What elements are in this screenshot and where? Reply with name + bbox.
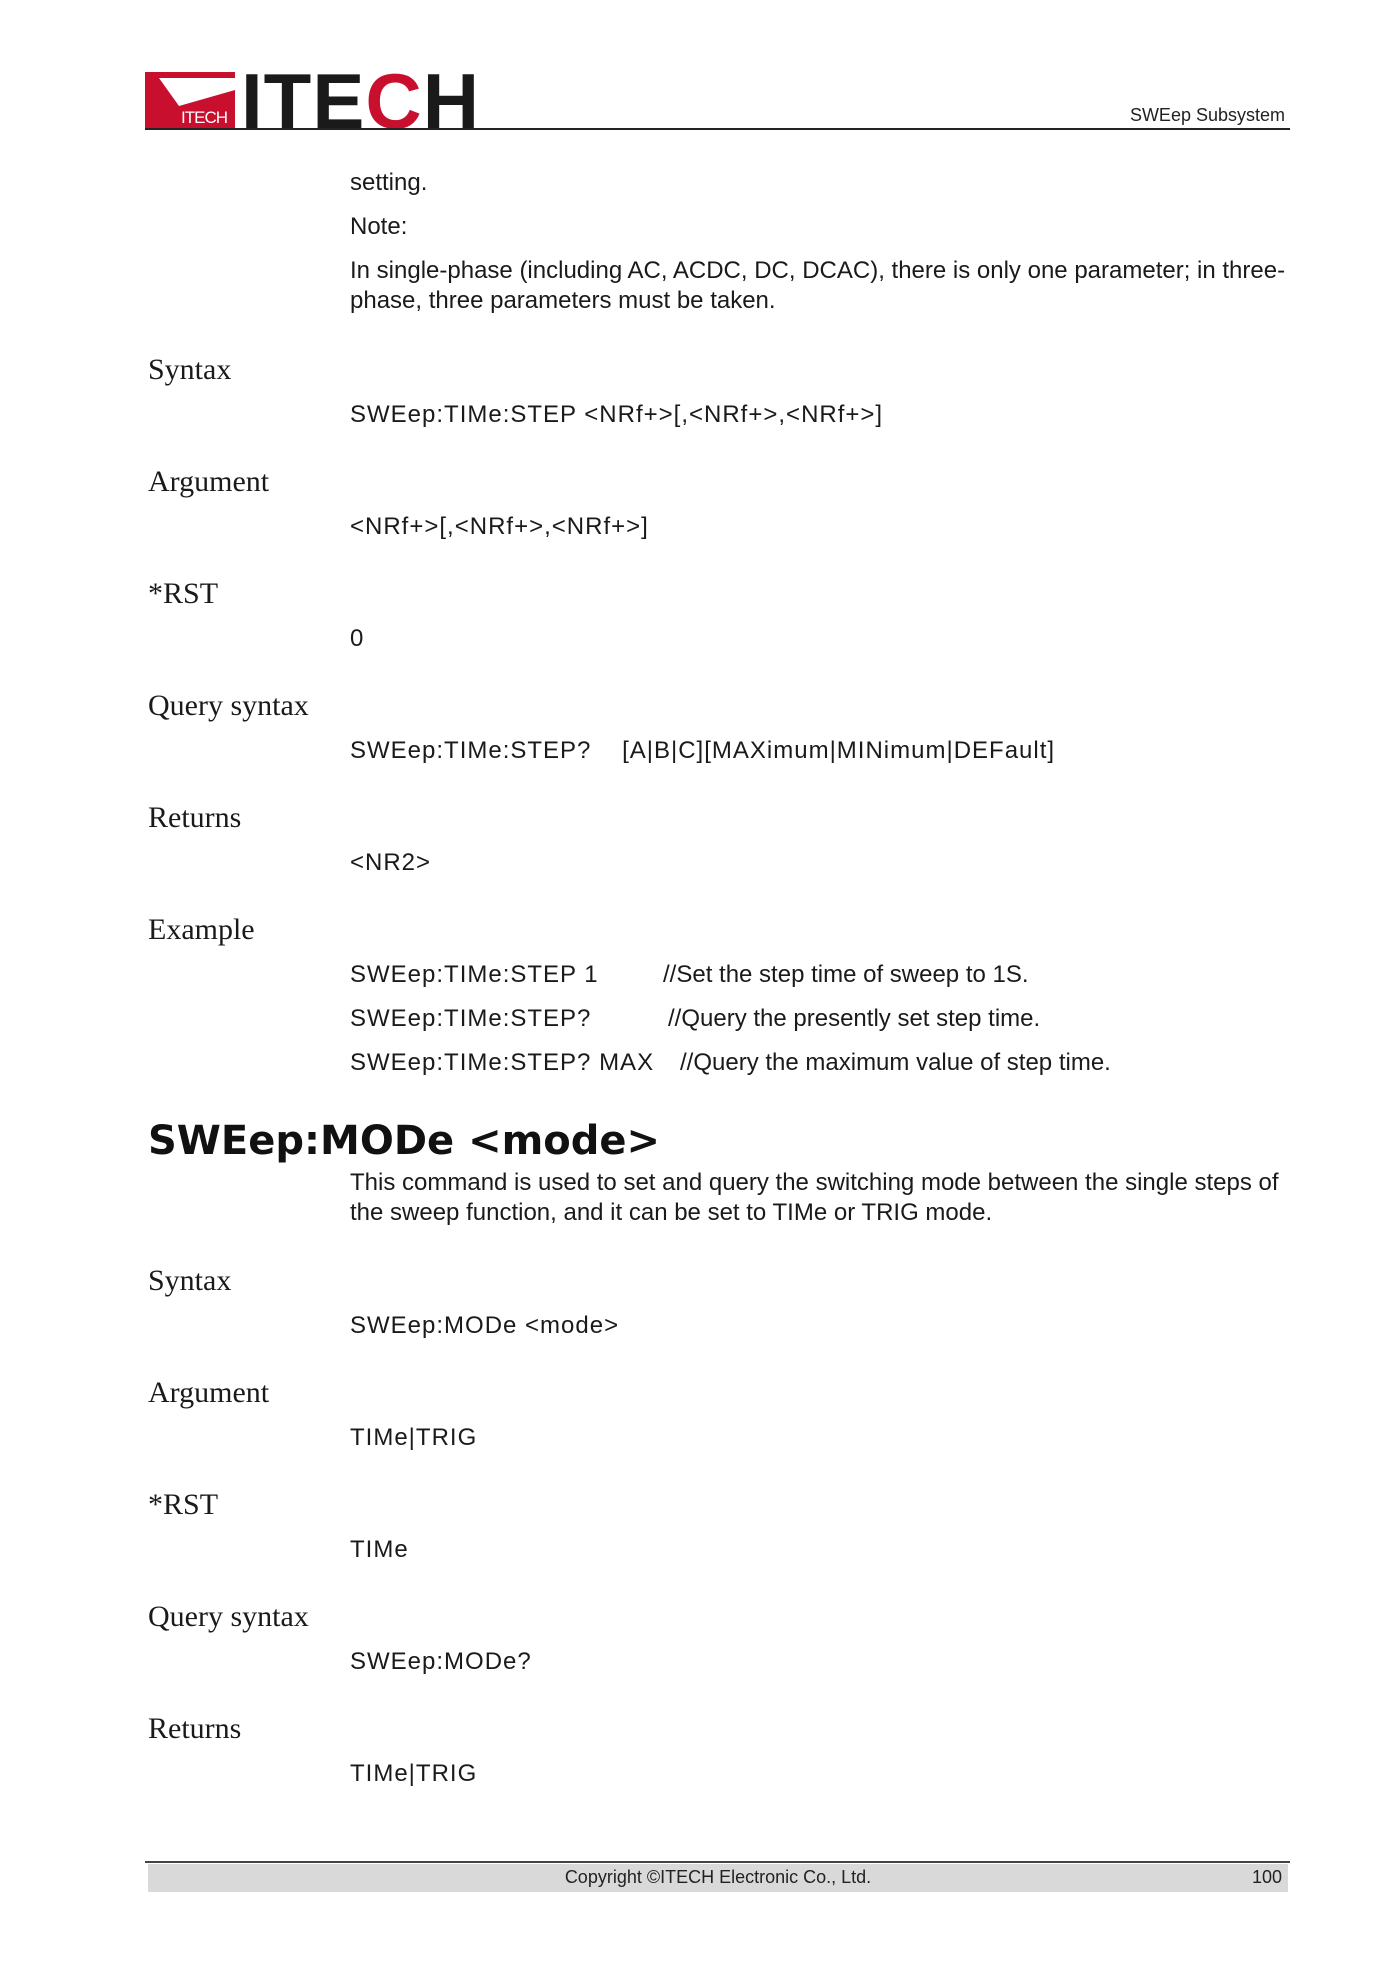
returns-label: Returns — [148, 1712, 242, 1745]
argument-label: Argument — [148, 465, 270, 498]
logo-word-c: C — [365, 57, 423, 145]
example-comment-1: //Set the step time of sweep to 1S. — [663, 961, 1029, 988]
footer-copyright: Copyright ©ITECH Electronic Co., Ltd. — [564, 1867, 872, 1887]
logo-word-suffix: H — [422, 57, 481, 145]
query-syntax-label: Query syntax — [148, 1600, 309, 1633]
page-footer — [148, 1864, 1288, 1892]
header-divider — [145, 128, 1290, 130]
command-heading: SWEep:MODe <mode> — [148, 1118, 661, 1164]
example-command-2: SWEep:TIMe:STEP? — [350, 1005, 592, 1032]
rst-label: *RST — [148, 577, 219, 610]
step-syntax: SWEep:TIMe:STEP <NRf+>[,<NRf+>,<NRf+>] — [350, 401, 884, 428]
logo-word-prefix: ITE — [241, 57, 366, 145]
logo-wordmark — [241, 57, 481, 145]
step-argument: <NRf+>[,<NRf+>,<NRf+>] — [350, 513, 649, 540]
syntax-label: Syntax — [148, 1264, 232, 1297]
mode-argument: TIMe|TRIG — [350, 1424, 478, 1451]
argument-label: Argument — [148, 1376, 270, 1409]
mode-returns: TIMe|TRIG — [350, 1760, 478, 1787]
intro-note-label: Note: — [350, 213, 408, 240]
query-syntax-label: Query syntax — [148, 689, 309, 722]
intro-note-text: In single-phase (including AC, ACDC, DC, DCAC), there is only one parameter; in three-phase, three parameters must be taken. — [350, 257, 1286, 314]
syntax-label: Syntax — [148, 353, 232, 386]
logo-mark-icon — [145, 72, 235, 130]
mode-query-syntax: SWEep:MODe? — [350, 1648, 532, 1675]
step-rst-value: 0 — [350, 625, 365, 652]
mode-rst-value: TIMe — [350, 1536, 409, 1563]
mode-syntax: SWEep:MODe <mode> — [350, 1312, 620, 1339]
itech-logo — [145, 57, 481, 145]
example-command-3: SWEep:TIMe:STEP? MAX — [350, 1049, 655, 1076]
intro-line-setting: setting. — [350, 169, 428, 196]
example-command-1: SWEep:TIMe:STEP 1 — [350, 961, 599, 988]
example-label: Example — [148, 913, 255, 946]
command-description: This command is used to set and query the switching mode between the single steps of the sweep function, and it can be set to TIMe or TRIG mode. — [350, 1169, 1279, 1226]
step-returns: <NR2> — [350, 849, 432, 876]
page-number: 100 — [1251, 1867, 1282, 1887]
returns-label: Returns — [148, 801, 242, 834]
example-comment-2: //Query the presently set step time. — [668, 1005, 1041, 1032]
footer-divider — [145, 1861, 1290, 1863]
logo-mark-text: ITECH — [181, 108, 227, 127]
rst-label: *RST — [148, 1488, 219, 1521]
section-title: SWEep Subsystem — [1129, 105, 1285, 125]
example-comment-3: //Query the maximum value of step time. — [680, 1049, 1111, 1076]
step-query-syntax: SWEep:TIMe:STEP? [A|B|C][MAXimum|MINimum|DEFault] — [350, 737, 1056, 764]
page-header — [145, 57, 1290, 145]
